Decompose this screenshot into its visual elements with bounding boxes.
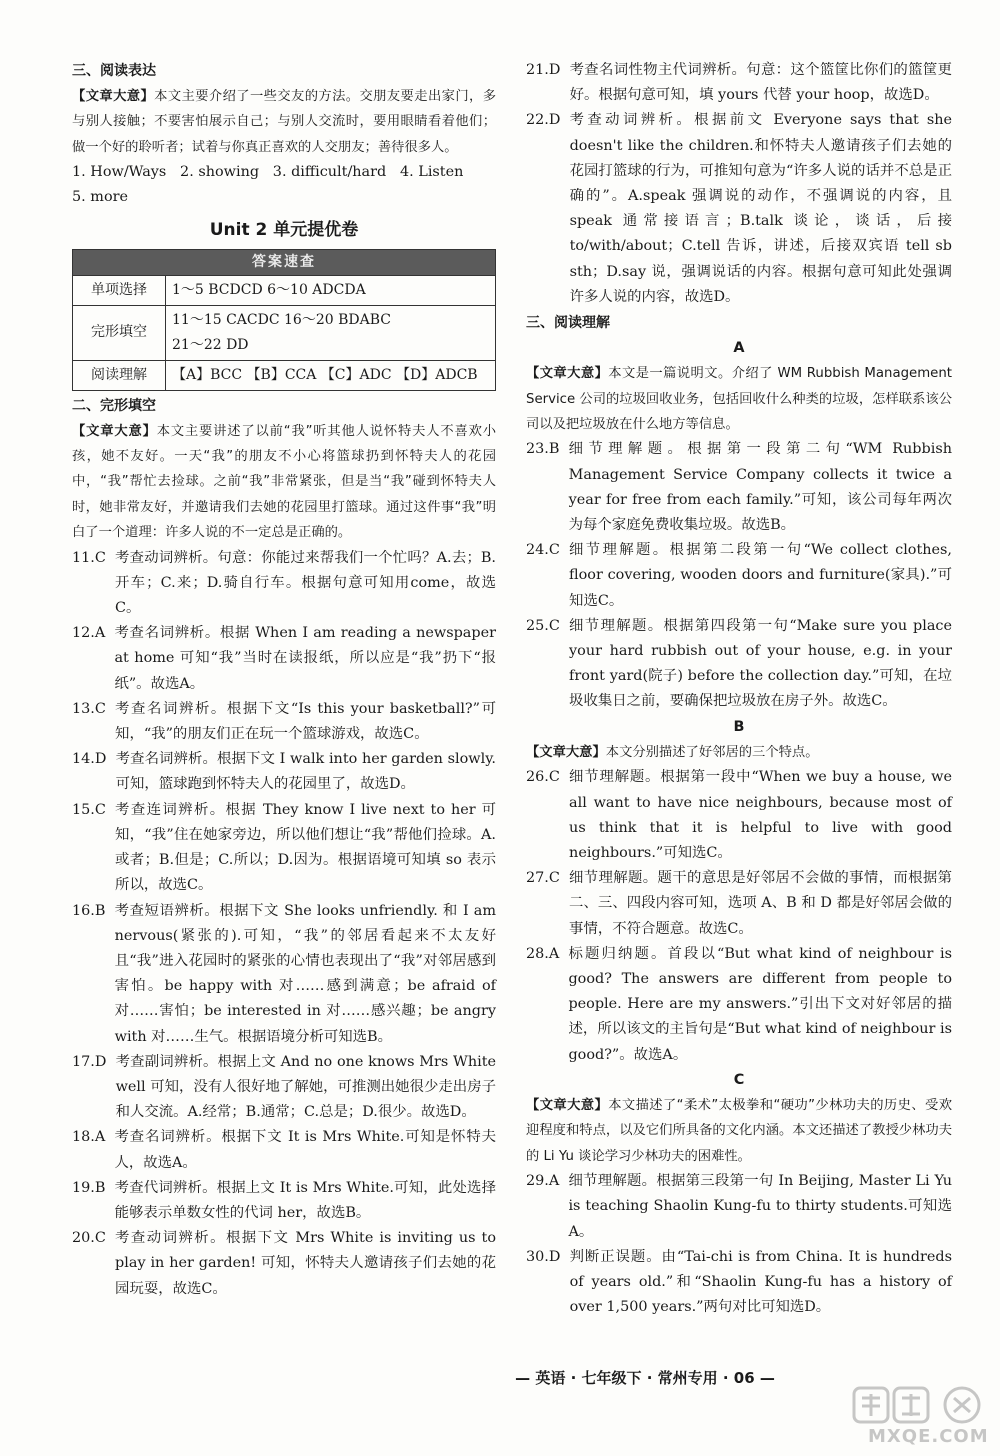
item-number: 27.C <box>526 870 570 887</box>
item-explanation: 细节理解题。根据第二段第一句“We collect clothes, floor covering, wooden doors and furniture(家具).”可知选C。 <box>569 542 952 609</box>
summary-text: 本文是一篇说明文。介绍了 WM Rubbish Management Service 公司的垃圾回收业务，包括回收什么种类的垃圾，怎样联系该公司以及把垃圾放在什么地方等信息。 <box>526 366 952 433</box>
answer-quick-check-table <box>72 249 496 391</box>
table-row-label: 完形填空 <box>73 305 166 360</box>
section-title-reading-expression: 三、阅读表达 <box>72 63 156 79</box>
article-summary <box>526 1093 952 1169</box>
answer-item <box>72 798 496 899</box>
item-explanation: 细节理解题。根据第一段中“When we buy a house, we all want to have nice neighbours, because most of us think that it is helpful to live with good neighbours.”可知选C。 <box>569 769 952 861</box>
item-number: 20.C <box>72 1230 116 1247</box>
answer-item <box>72 899 496 1050</box>
answer-item <box>526 765 952 866</box>
table-row-label: 单项选择 <box>73 275 166 305</box>
table-header: 答案速查 <box>73 249 496 275</box>
summary-text: 本文主要讲述了以前“我”听其他人说怀特夫人不喜欢小孩，她不友好。一天“我”的朋友不小心将篮球扔到怀特夫人的花园中，“我”帮忙去捡球。之前“我”非常紧张，但是当“我”碰到怀特夫人时，她非常友好，并邀请我们去她的花园里打篮球。通过这件事“我”明白了一个道理：许多人说的不一定总是正确的。 <box>72 423 496 541</box>
item-number: 18.A <box>72 1129 115 1146</box>
answer-item <box>72 747 496 797</box>
answer-item <box>526 1169 952 1245</box>
summary-tag: 【文章大意】 <box>72 423 157 439</box>
summary-tag: 【文章大意】 <box>526 366 609 382</box>
item-explanation: 考查名词辨析。根据下文 I walk into her garden slowly.可知，篮球跑到怀特夫人的花园里了，故选D。 <box>115 751 496 793</box>
passage-label: B <box>733 718 745 735</box>
section-title-cloze: 二、完形填空 <box>72 397 156 414</box>
answer-item <box>526 538 952 614</box>
watermark-text: MXQE.COM <box>868 1426 989 1447</box>
item-number: 19.B <box>72 1179 115 1196</box>
item-explanation: 标题归纳题。首段以“But what kind of neighbour is good? The answers are different from people to people. Here are my answers.”引出下文对好邻居的描述，所以该文的主旨句是“But what kind of neighbour is good?”。故选A。 <box>568 945 952 1063</box>
summary-text: 本文描述了“柔术”太极拳和“硬功”少林功夫的历史、受欢迎程度和特点，以及它们所具备的文化内涵。本文还描述了教授少林功夫的 Li Yu 谈论学习少林功夫的困难性。 <box>526 1097 952 1164</box>
left-column <box>72 58 496 1302</box>
article-summary <box>526 361 952 437</box>
table-row-value-line: 21～22 DD <box>172 336 249 353</box>
table-row-value: 【A】BCC 【B】CCA 【C】ADC 【D】ADCB <box>166 360 496 390</box>
watermark-logo <box>850 1384 996 1450</box>
unit-title: Unit 2 单元提优卷 <box>209 219 359 240</box>
item-number: 14.D <box>72 751 116 768</box>
answer-item <box>526 614 952 715</box>
item-number: 28.A <box>526 945 569 962</box>
passage-label: A <box>733 340 745 357</box>
summary-tag: 【文章大意】 <box>526 1097 609 1113</box>
item-explanation: 细节理解题。根据第一段第二句“WM Rubbish Management Service Company collects it twice a year for free from each family.”可知，该公司每年两次为每个家庭免费收集垃圾。故选B。 <box>568 441 952 534</box>
item-explanation: 考查名词辨析。根据下文 It is Mrs White.可知是怀特夫人，故选A。 <box>114 1129 496 1171</box>
answer-item <box>72 1050 496 1126</box>
summary-text: 本文主要介绍了一些交友的方法。交朋友要走出家门，多与别人接触；不要害怕展示自己；与别人交流时，要用眼睛看着他们；做一个好的聆听者；试着与你真正喜欢的人交朋友；善待很多人。 <box>72 89 496 155</box>
item-number: 12.A <box>72 625 115 642</box>
item-explanation: 考查动词辨析。根据下文 Mrs White is inviting us to play in her garden! 可知，怀特夫人邀请孩子们去她的花园玩耍，故选C。 <box>115 1230 496 1297</box>
item-explanation: 考查动词辨析。根据前文 Everyone says that she doesn't like the children.和怀特夫人邀请孩子们去她的花园打篮球的行为，可推知句意为“许多人说的话并不总是正确的”。A.speak 强调说的动作，不强调说的内容，且 speak 通常接语言；B.talk 谈论，谈话，后接 to/with/about；C.tell 告诉，讲述，后接双宾语 tell sb sth；D.say 说，强调说话的内容。根据句意可知此处强调许多人说的内容，故选D。 <box>569 112 952 305</box>
answer-item <box>526 942 952 1068</box>
answer-item <box>72 1176 496 1226</box>
summary-text: 本文分别描述了好邻居的三个特点。 <box>605 744 819 760</box>
passage-label: C <box>733 1071 745 1088</box>
answer-item <box>526 437 952 538</box>
answer-item <box>72 546 496 622</box>
item-number: 21.D <box>526 62 570 78</box>
answer-line: 1. How/Ways 2. showing 3. difficult/hard 4. Listen <box>72 164 464 181</box>
item-number: 11.C <box>72 549 116 566</box>
item-explanation: 考查代词辨析。根据上文 It is Mrs White.可知，此处选择能够表示单数女性的代词 her，故选B。 <box>114 1179 496 1221</box>
item-explanation: 考查名词辨析。根据下文“Is this your basketball?”可知，“我”的朋友们正在玩一个篮球游戏，故选C。 <box>115 700 496 743</box>
table-row-value: 1～5 BCDCD 6～10 ADCDA <box>166 275 496 305</box>
page-footer: — 英语 · 七年级下 · 常州专用 · 06 — <box>515 1369 775 1387</box>
item-explanation: 判断正误题。由“Tai-chi is from China. It is hundreds of years old.”和“Shaolin Kung-fu has a history of over 1,500 years.”两句对比可知选D。 <box>569 1248 952 1316</box>
item-explanation: 考查副词辨析。根据上文 And no one knows Mrs White well 可知，没有人很好地了解她，可推测出她很少走出房子和人交流。A.经常；B.通常；C.总是；D.很少。故选D。 <box>115 1053 496 1121</box>
answer-item <box>72 1226 496 1302</box>
summary-tag: 【文章大意】 <box>72 89 155 104</box>
table-row-value <box>166 305 496 360</box>
article-summary <box>72 419 496 546</box>
item-number: 13.C <box>72 700 116 717</box>
item-number: 25.C <box>526 617 570 634</box>
item-number: 30.D <box>526 1248 570 1265</box>
item-explanation: 考查短语辨析。根据下文 She looks unfriendly. 和 I am nervous(紧张的).可知，“我”的邻居看起来不太友好且“我”进入花园时的紧张的心情也表现出了“我”对邻居感到害怕。be happy with 对……感到满意；be afraid of 对……害怕；be interested in 对……感兴趣；be angry with 对……生气。根据语境分析可知选B。 <box>114 902 496 1045</box>
item-number: 15.C <box>72 801 116 818</box>
item-explanation: 细节理解题。题干的意思是好邻居不会做的事情，而根据第二、三、四段内容可知，选项 A、B 和 D 都是好邻居会做的事情，不符合题意。故选C。 <box>569 870 952 937</box>
answer-item <box>526 1245 952 1321</box>
item-number: 16.B <box>72 902 115 919</box>
table-row <box>73 275 496 305</box>
answer-item <box>72 1125 496 1175</box>
article-summary <box>526 740 952 765</box>
article-summary <box>72 84 496 160</box>
summary-tag: 【文章大意】 <box>526 744 606 760</box>
item-number: 26.C <box>526 769 570 786</box>
table-row <box>73 360 496 390</box>
item-number: 23.B <box>526 441 569 458</box>
item-explanation: 考查名词辨析。根据 When I am reading a newspaper at home 可知“我”当时在读报纸，所以应是“我”扔下“报纸”。故选A。 <box>114 625 496 692</box>
table-row-label: 阅读理解 <box>73 360 166 390</box>
item-explanation: 考查连词辨析。根据 They know I live next to her 可知，“我”住在她家旁边，所以他们想让“我”帮他们捡球。A.或者；B.但是；C.所以；D.因为。根据语境可知填 so 表示所以，故选C。 <box>115 801 496 894</box>
item-explanation: 考查名词性物主代词辨析。句意：这个篮筐比你们的篮筐更好。根据句意可知，填 yours 代替 your hoop，故选D。 <box>569 62 952 104</box>
answer-item <box>526 866 952 942</box>
table-row <box>73 305 496 360</box>
item-number: 24.C <box>526 542 570 559</box>
table-row-value-line: 11～15 CACDC 16～20 BDABC <box>172 311 391 328</box>
answer-item <box>526 108 952 310</box>
item-explanation: 细节理解题。根据第三段第一句 In Beijing, Master Li Yu is teaching Shaolin Kung-fu to thirty students.可知选A。 <box>568 1173 952 1240</box>
section-title-reading-comprehension: 三、阅读理解 <box>526 315 610 332</box>
answer-item <box>526 58 952 108</box>
item-explanation: 细节理解题。根据第四段第一句“Make sure you place your hard rubbish out of your house, e.g. in your front yard(院子) before the collection day.”可知，在垃圾收集日之前，要确保把垃圾放在房子外。故选C。 <box>569 617 952 710</box>
answer-item <box>72 697 496 747</box>
right-column <box>526 58 952 1320</box>
watermark-graphic <box>850 1384 996 1428</box>
item-number: 17.D <box>72 1053 116 1070</box>
item-explanation: 考查动词辨析。句意：你能过来帮我们一个忙吗？A.去；B.开车；C.来；D.骑自行车。根据句意可知用come，故选C。 <box>115 549 496 617</box>
item-number: 22.D <box>526 112 570 129</box>
answer-item <box>72 621 496 697</box>
item-number: 29.A <box>526 1173 569 1190</box>
answer-line: 5. more <box>72 189 129 206</box>
